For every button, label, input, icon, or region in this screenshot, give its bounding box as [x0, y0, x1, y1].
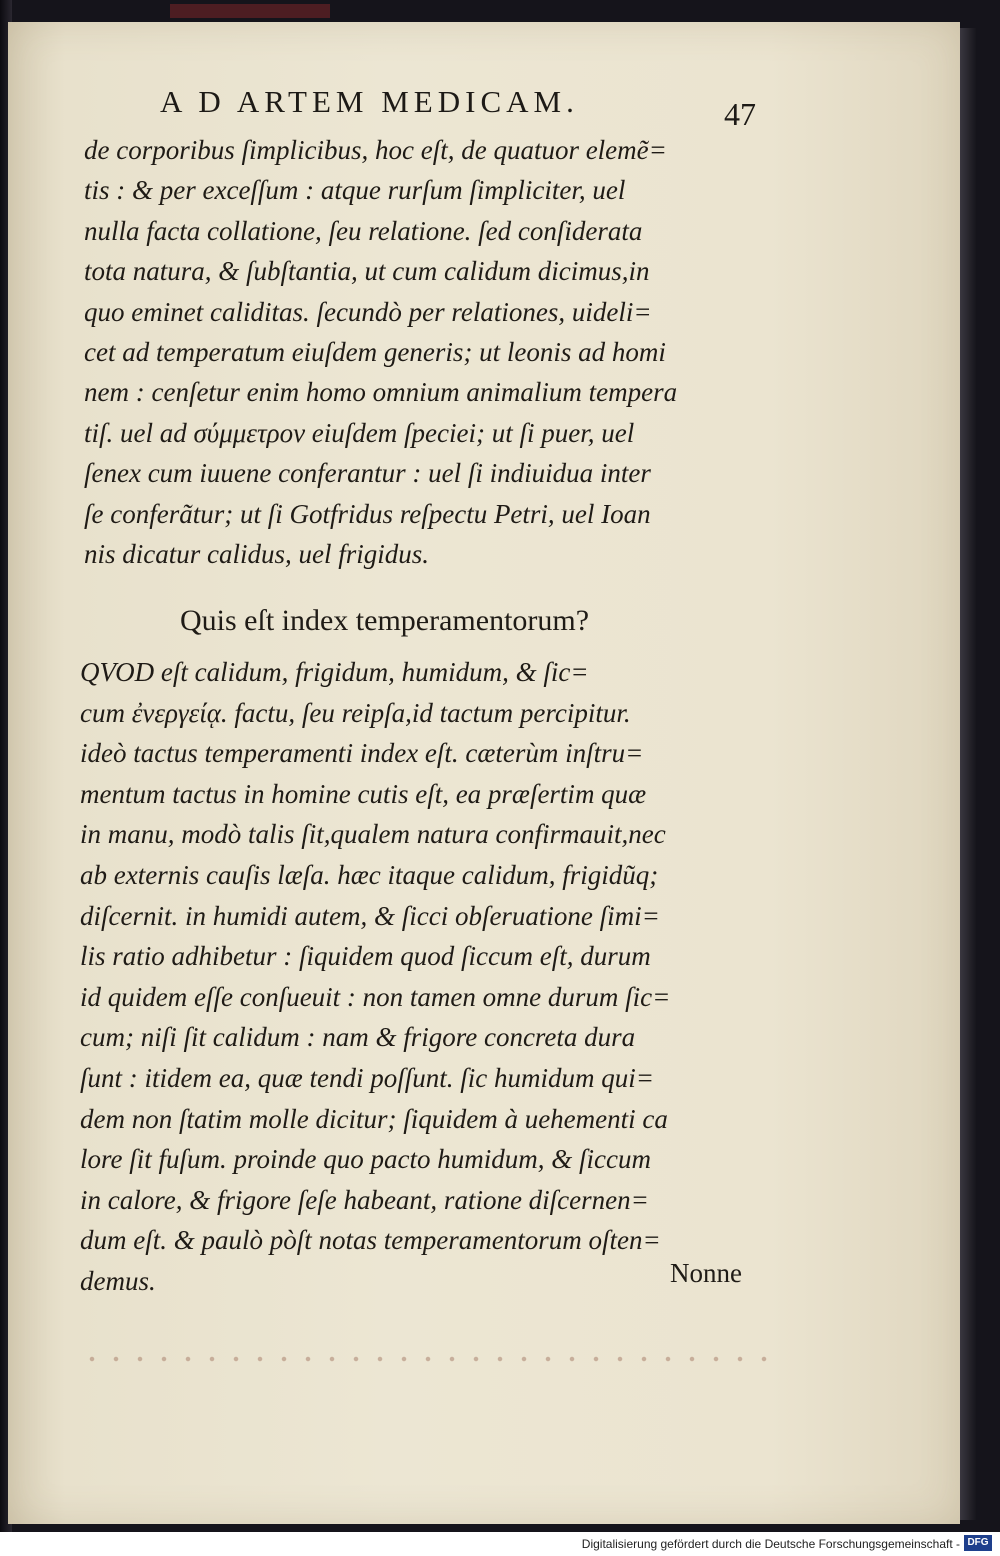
- page-number: 47: [724, 96, 756, 132]
- text-line: cum ἐνεργείᾳ. factu, ſeu reipſa,id tactum percipitur.: [80, 697, 631, 728]
- show-through-dots: [80, 1356, 780, 1362]
- text-line: ſenex cum iuuene conferantur : uel ſi indiuidua inter: [84, 458, 651, 489]
- text-line: dem non ſtatim molle dicitur; ſiquidem à uehementi ca: [80, 1103, 668, 1134]
- paragraph-2: [80, 652, 762, 1302]
- running-head: A D ARTEM MEDICAM.: [160, 84, 579, 119]
- text-line: diſcernit. in humidi autem, & ſicci obſeruatione ſimi=: [80, 900, 660, 931]
- text-line: tota natura, & ſubſtantia, ut cum calidum dicimus,in: [84, 256, 650, 287]
- text-line: demus.: [80, 1265, 156, 1296]
- page-edge: [960, 28, 976, 1520]
- text-line: ideò tactus temperamenti index eſt. cæterùm inſtru=: [80, 738, 644, 769]
- text-line: dum eſt. & paulò pòſt notas temperamentorum oſten=: [80, 1225, 661, 1256]
- text-line: id quidem eſſe conſueuit : non tamen omne durum ſic=: [80, 981, 671, 1012]
- text-line: nis dicatur calidus, uel frigidus.: [84, 538, 430, 569]
- text-line: in calore, & frigore ſeſe habeant, ratione diſcernen=: [80, 1184, 649, 1215]
- section-question: Quis eſt index temperamentorum?: [180, 604, 590, 637]
- text-line: mentum tactus in homine cutis eſt, ea præſertim quæ: [80, 778, 647, 809]
- text-line: in manu, modò talis ſit,qualem natura confirmauit,nec: [80, 819, 666, 850]
- text-line: quo eminet caliditas. ſecundò per relationes, uideli=: [84, 296, 652, 327]
- text-line: lis ratio adhibetur : ſiquidem quod ſiccum eſt, durum: [80, 941, 651, 972]
- text-line: nem : cenſetur enim homo omnium animalium tempera: [84, 377, 678, 408]
- bookmark-ribbon: [170, 4, 330, 18]
- text-line: ab externis cauſis læſa. hæc itaque calidum, frigidũq;: [80, 859, 659, 890]
- text-line: ſunt : itidem ea, quæ tendi poſſunt. ſic humidum qui=: [80, 1062, 654, 1093]
- text-line: de corporibus ſimplicibus, hoc eſt, de quatuor elemẽ=: [84, 135, 667, 165]
- text-line: ſe conferãtur; ut ſi Gotfridus reſpectu Petri, uel Ioan: [84, 498, 651, 529]
- catchword: Nonne: [670, 1258, 742, 1288]
- text-line: lore ſit fuſum. proinde quo pacto humidum, & ſiccum: [80, 1144, 651, 1175]
- text-line: cum; niſi ſit calidum : nam & frigore concreta dura: [80, 1022, 636, 1053]
- funding-credit: Digitalisierung gefördert durch die Deutsche Forschungsgemeinschaft -: [581, 1537, 960, 1551]
- dfg-logo-icon: DFG: [964, 1535, 992, 1551]
- text-line: QVOD eſt calidum, frigidum, humidum, & ſic=: [80, 657, 589, 687]
- text-line: tiſ. uel ad σύμμετρον eiuſdem ſpeciei; ut ſi puer, uel: [84, 417, 635, 448]
- text-line: cet ad temperatum eiuſdem generis; ut leonis ad homi: [84, 336, 666, 367]
- text-line: tis : & per exceſſum : atque rurſum ſimpliciter, uel: [84, 175, 626, 206]
- paragraph-1: [84, 130, 774, 574]
- text-line: nulla facta collatione, ſeu relatione. ſed conſiderata: [84, 215, 643, 246]
